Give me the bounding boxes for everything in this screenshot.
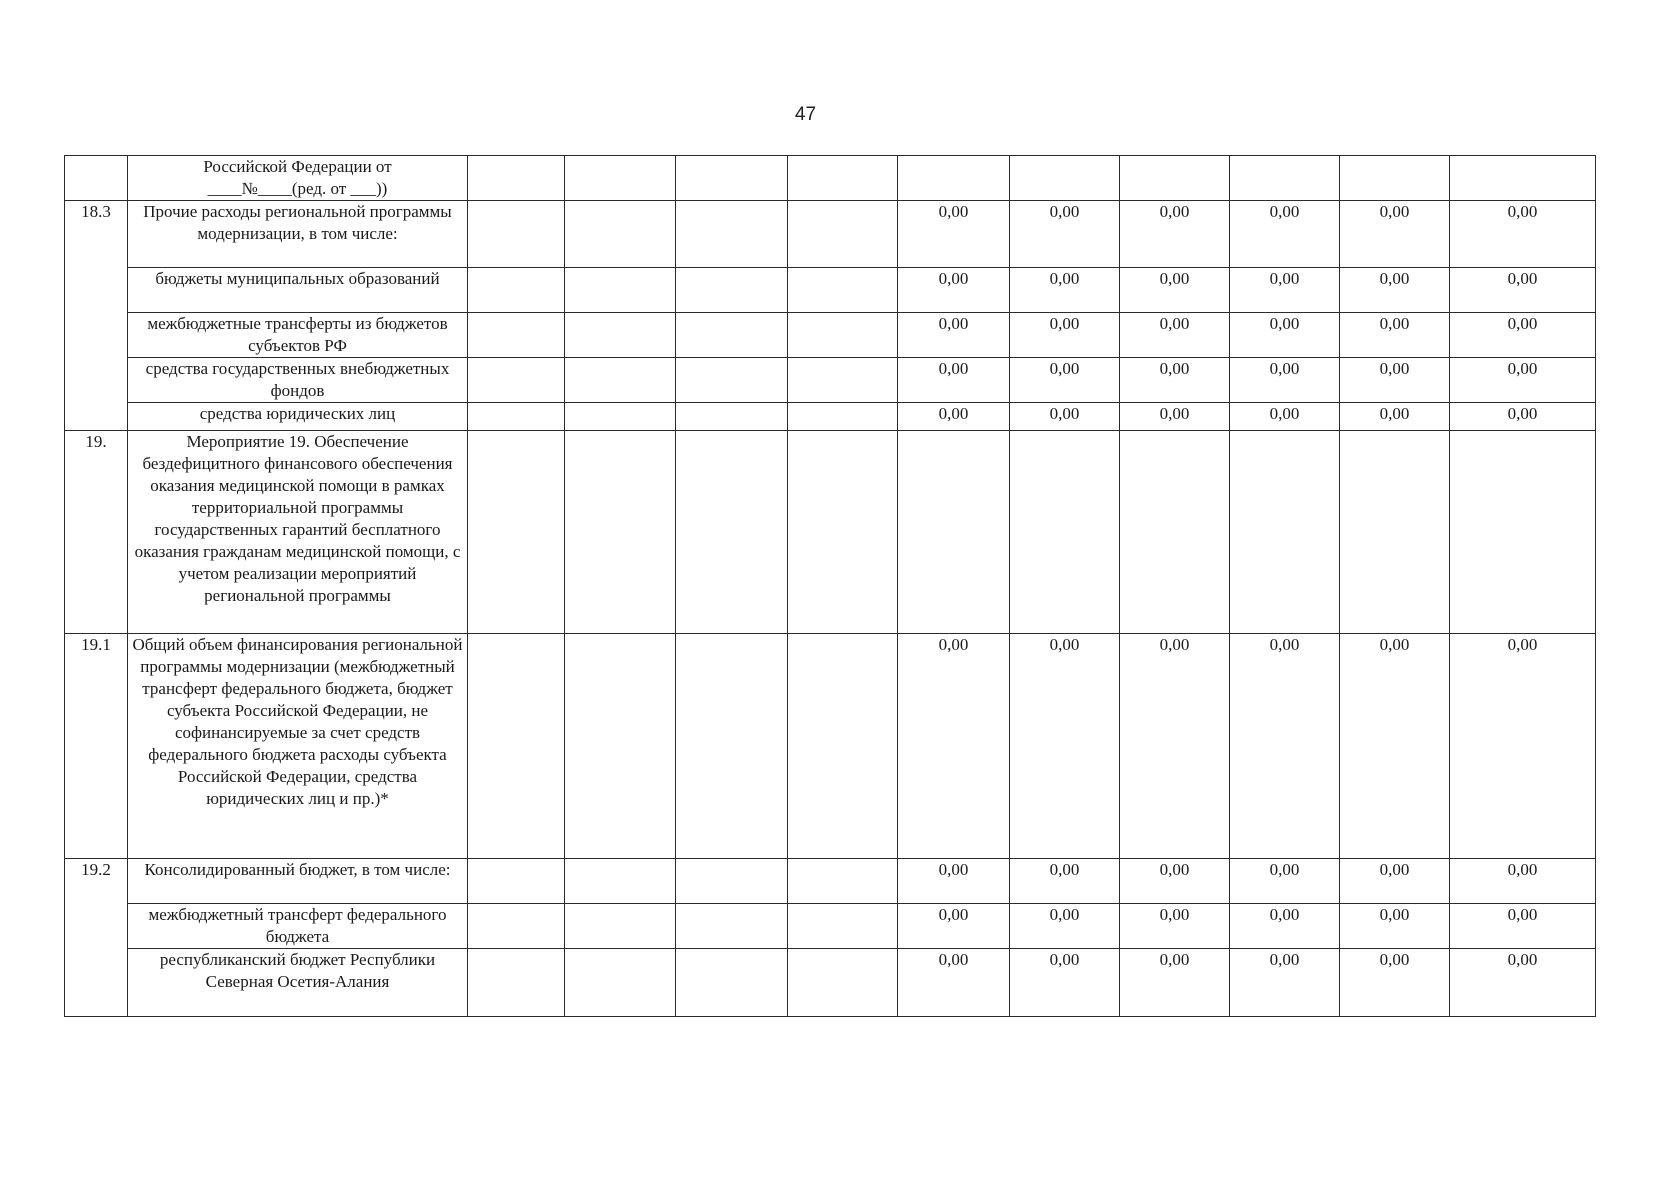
empty-cell	[788, 859, 898, 904]
value-cell	[1230, 156, 1340, 201]
empty-cell	[565, 156, 676, 201]
value-cell	[898, 431, 1010, 634]
row-description: межбюджетные трансферты из бюджетов субъектов РФ	[128, 313, 468, 358]
value-cell: 0,00	[1010, 859, 1120, 904]
empty-cell	[565, 201, 676, 268]
empty-cell	[676, 358, 788, 403]
empty-cell	[788, 358, 898, 403]
empty-cell	[468, 313, 565, 358]
empty-cell	[468, 949, 565, 1017]
empty-cell	[788, 156, 898, 201]
value-cell: 0,00	[1230, 268, 1340, 313]
value-cell	[898, 156, 1010, 201]
empty-cell	[676, 156, 788, 201]
empty-cell	[565, 634, 676, 859]
table-row	[65, 156, 1596, 201]
value-cell: 0,00	[1120, 201, 1230, 268]
value-cell: 0,00	[1010, 634, 1120, 859]
table-row	[65, 403, 1596, 431]
empty-cell	[468, 268, 565, 313]
empty-cell	[565, 859, 676, 904]
table-row	[65, 201, 1596, 268]
value-cell: 0,00	[1340, 949, 1450, 1017]
value-cell: 0,00	[1450, 358, 1596, 403]
empty-cell	[565, 949, 676, 1017]
value-cell: 0,00	[1230, 358, 1340, 403]
empty-cell	[468, 403, 565, 431]
table-row	[65, 859, 1596, 904]
budget-table	[64, 155, 1596, 1017]
empty-cell	[565, 431, 676, 634]
value-cell	[1450, 431, 1596, 634]
row-number: 19.2	[65, 859, 128, 1017]
value-cell: 0,00	[898, 904, 1010, 949]
empty-cell	[676, 634, 788, 859]
value-cell: 0,00	[1450, 949, 1596, 1017]
value-cell	[1340, 156, 1450, 201]
table-row	[65, 904, 1596, 949]
table-row	[65, 313, 1596, 358]
value-cell: 0,00	[1010, 313, 1120, 358]
empty-cell	[788, 904, 898, 949]
value-cell: 0,00	[898, 403, 1010, 431]
value-cell: 0,00	[1010, 268, 1120, 313]
value-cell: 0,00	[1340, 201, 1450, 268]
value-cell: 0,00	[1010, 358, 1120, 403]
empty-cell	[676, 403, 788, 431]
empty-cell	[788, 313, 898, 358]
value-cell: 0,00	[1120, 904, 1230, 949]
empty-cell	[565, 268, 676, 313]
row-description: Общий объем финансирования региональной программы модернизации (межбюджетный трансферт федерального бюджета, бюджет субъекта Российской Федерации, не софинансируемые за счет средств федерального бюджета расходы субъекта Российской Федерации, средства юридических лиц и пр.)*	[128, 634, 468, 859]
empty-cell	[676, 859, 788, 904]
value-cell: 0,00	[1120, 403, 1230, 431]
row-description: Консолидированный бюджет, в том числе:	[128, 859, 468, 904]
value-cell: 0,00	[1230, 201, 1340, 268]
empty-cell	[468, 859, 565, 904]
value-cell: 0,00	[1120, 634, 1230, 859]
empty-cell	[676, 313, 788, 358]
value-cell: 0,00	[898, 268, 1010, 313]
empty-cell	[468, 156, 565, 201]
empty-cell	[676, 268, 788, 313]
value-cell	[1340, 431, 1450, 634]
value-cell: 0,00	[1230, 403, 1340, 431]
empty-cell	[788, 431, 898, 634]
value-cell: 0,00	[1450, 268, 1596, 313]
row-description: межбюджетный трансферт федерального бюджета	[128, 904, 468, 949]
value-cell: 0,00	[1230, 904, 1340, 949]
value-cell	[1230, 431, 1340, 634]
empty-cell	[468, 904, 565, 949]
table-row	[65, 358, 1596, 403]
value-cell	[1120, 431, 1230, 634]
value-cell: 0,00	[1010, 403, 1120, 431]
row-description: средства государственных внебюджетных фондов	[128, 358, 468, 403]
empty-cell	[565, 313, 676, 358]
table-row	[65, 634, 1596, 859]
value-cell: 0,00	[898, 313, 1010, 358]
empty-cell	[468, 431, 565, 634]
value-cell: 0,00	[1010, 904, 1120, 949]
row-description: республиканский бюджет Республики Северная Осетия-Алания	[128, 949, 468, 1017]
value-cell	[1010, 431, 1120, 634]
value-cell: 0,00	[1120, 949, 1230, 1017]
value-cell: 0,00	[1120, 313, 1230, 358]
value-cell: 0,00	[898, 358, 1010, 403]
value-cell: 0,00	[1120, 358, 1230, 403]
value-cell: 0,00	[898, 201, 1010, 268]
value-cell	[1010, 156, 1120, 201]
value-cell: 0,00	[1340, 904, 1450, 949]
value-cell: 0,00	[1340, 358, 1450, 403]
table-row	[65, 431, 1596, 634]
empty-cell	[788, 268, 898, 313]
empty-cell	[788, 949, 898, 1017]
row-number: 18.3	[65, 201, 128, 431]
value-cell: 0,00	[1120, 268, 1230, 313]
row-description: Мероприятие 19. Обеспечение бездефицитного финансового обеспечения оказания медицинской помощи в рамках территориальной программы государственных гарантий бесплатного оказания гражданам медицинской помощи, с учетом реализации мероприятий региональной программы	[128, 431, 468, 634]
page-number: 47	[794, 104, 817, 125]
value-cell: 0,00	[898, 634, 1010, 859]
value-cell: 0,00	[1340, 634, 1450, 859]
value-cell: 0,00	[1340, 313, 1450, 358]
value-cell: 0,00	[1450, 634, 1596, 859]
table-row	[65, 949, 1596, 1017]
empty-cell	[468, 201, 565, 268]
empty-cell	[676, 949, 788, 1017]
value-cell: 0,00	[1230, 634, 1340, 859]
empty-cell	[788, 403, 898, 431]
value-cell: 0,00	[1450, 403, 1596, 431]
empty-cell	[565, 403, 676, 431]
row-description: бюджеты муниципальных образований	[128, 268, 468, 313]
table-row	[65, 268, 1596, 313]
value-cell: 0,00	[1450, 859, 1596, 904]
empty-cell	[565, 358, 676, 403]
empty-cell	[676, 431, 788, 634]
empty-cell	[788, 201, 898, 268]
value-cell: 0,00	[1340, 403, 1450, 431]
value-cell: 0,00	[1450, 313, 1596, 358]
value-cell: 0,00	[1230, 949, 1340, 1017]
empty-cell	[676, 904, 788, 949]
empty-cell	[468, 358, 565, 403]
value-cell: 0,00	[1450, 904, 1596, 949]
value-cell	[1120, 156, 1230, 201]
empty-cell	[676, 201, 788, 268]
value-cell: 0,00	[1230, 859, 1340, 904]
value-cell: 0,00	[898, 859, 1010, 904]
value-cell: 0,00	[898, 949, 1010, 1017]
empty-cell	[565, 904, 676, 949]
empty-cell	[788, 634, 898, 859]
value-cell: 0,00	[1010, 949, 1120, 1017]
value-cell: 0,00	[1340, 268, 1450, 313]
row-number: 19.	[65, 431, 128, 634]
value-cell: 0,00	[1010, 201, 1120, 268]
row-number	[65, 156, 128, 201]
row-description: Прочие расходы региональной программы модернизации, в том числе:	[128, 201, 468, 268]
value-cell: 0,00	[1340, 859, 1450, 904]
empty-cell	[468, 634, 565, 859]
value-cell	[1450, 156, 1596, 201]
row-description: Российской Федерации от ____№____(ред. от ___))	[128, 156, 468, 201]
value-cell: 0,00	[1450, 201, 1596, 268]
value-cell: 0,00	[1230, 313, 1340, 358]
row-number: 19.1	[65, 634, 128, 859]
row-description: средства юридических лиц	[128, 403, 468, 431]
value-cell: 0,00	[1120, 859, 1230, 904]
